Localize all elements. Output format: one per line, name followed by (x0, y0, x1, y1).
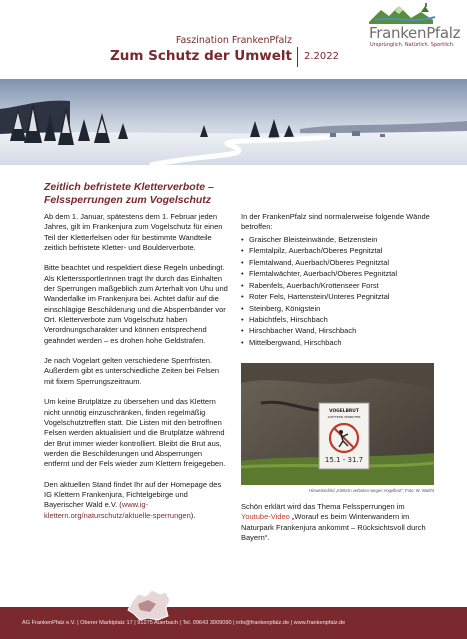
list-item: • Habichtfels, Hirschbach (241, 315, 431, 325)
video-text (241, 502, 431, 543)
title-divider (297, 47, 298, 67)
ig-klettern-link[interactable]: www.ig-klettern.org/naturschutz/aktuelle-sperrungen (44, 500, 191, 520)
frankenpfalz-region-map-icon (126, 588, 172, 622)
issue-number: 2.2022 (304, 51, 339, 62)
affected-walls-list (241, 235, 431, 349)
list-item: • Roter Fels, Hartenstein/Unteres Pegnitztal (241, 292, 431, 302)
sign-dates: 15.1 - 31.7 (324, 456, 364, 464)
page-title: Zum Schutz der Umwelt (109, 48, 292, 64)
video-paragraph (241, 502, 431, 553)
paragraph-homepage (44, 480, 228, 521)
article-headline (44, 181, 444, 206)
paragraph-periods: Je nach Vogelart gelten verschiedene Sperrfristen. Außerdem gibt es unterschiedliche Zeiten bei Felsen mit fixem Sperrungszeitraum. (44, 356, 220, 386)
list-item: • Rabenfels, Auerbach/Krottenseer Forst (241, 281, 431, 291)
headline-line-1: Zeitlich befristete Kletterverbote – (44, 181, 214, 193)
video-text-end: „Worauf es beim Winterwandern im Naturpark Frankenjura ankommt – Rücksichtsvoll durch Bayern“. (241, 512, 426, 542)
list-item: • Flemtalpilz, Auerbach/Oberes Pegnitztal (241, 246, 431, 256)
list-item: • Flemtalwächter, Auerbach/Oberes Pegnitztal (241, 269, 431, 279)
list-item: • Steinberg, Königstein (241, 304, 431, 314)
article-left-column (44, 212, 228, 531)
logo-wordmark: FrankenPfalz (369, 24, 461, 42)
list-item: • Hirschbacher Wand, Hirschbach (241, 326, 431, 336)
list-item: • Flemtalwand, Auerbach/Oberes Pegnitztal (241, 258, 431, 268)
photo-caption: Hinweisschild „Klettern verboten wegen Vogelbrut“; Foto: W. Wartht (309, 488, 434, 493)
footer-contact: AG FrankenPfalz e.V. | Oberer Marktplatz 17 | 91275 Auerbach | Tel. 09643 3009090 | info@frankenpfalz.de | www.frankenpfalz.de (22, 620, 346, 626)
walls-intro: In der FrankenPfalz sind normalerweise folgende Wände betroffen: (241, 212, 430, 232)
logo-tagline: Ursprünglich. Natürlich. Sportlich. (370, 42, 455, 48)
video-text-start: Schön erklärt wird das Thema Felssperrungen im (241, 502, 405, 511)
paragraph-rules: Bitte beachtet und respektiert diese Regeln unbedingt. Als KletterssportlerInnen tragt Ihr durch das Einhalten der Sperrungen maßgeblich zum Arterhalt von Uhu und Wanderfalke im Frankenjura bei. Achtet dafür auf die einschlägige Beschilderung und die Absperrbänder vor Ort. Kletterverbote zum Vogelschutz haben Verordnungscharakter und können entsprechend geahndet werden – es drohen hohe Geldstrafen. (44, 263, 228, 345)
list-item: • Mittelbergwand, Hirschbach (241, 338, 431, 348)
homepage-text-start: Den aktuellen Stand findet Ihr auf der Homepage des IG Klettern Frankenjura, Fichtelgebirge und Bayerischer Wald e.V. ( (44, 479, 222, 510)
article-right-column (241, 212, 431, 349)
page-header (0, 0, 467, 78)
homepage-text-end: ). (190, 510, 196, 520)
paragraph-intro: Ab dem 1. Januar, spätestens dem 1. Februar jeden Jahres, gilt im Frankenjura zum Vogelschutz für einen Teil der Kletterfelsen oder für bestimmte Wandteile zeitlich befristete Kletter- und Boulderverbote. (44, 212, 223, 252)
headline-line-2: Felssperrungen zum Vogelschutz (44, 193, 212, 206)
sign-subtitle: KLETTERN VERBOTEN (327, 415, 361, 419)
paragraph-meetings: Um keine Brutplätze zu übersehen und das Klettern nicht unnötig einzuschränken, finden regelmäßig Vogelschutztreffen statt. Die Listen mit den betroffnen Felsen werden aktualisiert und die Brutplätze während der Brut immer wieder kontrolliert. Bleibt die Brut aus, werden die Beschilderungen und Absperrungen entfernt und der Fels wieder zum Klettern freigegeben. (44, 397, 226, 469)
hero-winter-image (0, 79, 467, 165)
youtube-video-link[interactable]: Youtube-Video (241, 512, 290, 522)
sign-title: VOGELBRUT (329, 409, 359, 414)
sign-photo (241, 363, 434, 485)
list-item: • Graischer Bleisteinwände, Betzenstein (241, 235, 431, 245)
header-kicker: Faszination FrankenPfalz (175, 35, 292, 46)
